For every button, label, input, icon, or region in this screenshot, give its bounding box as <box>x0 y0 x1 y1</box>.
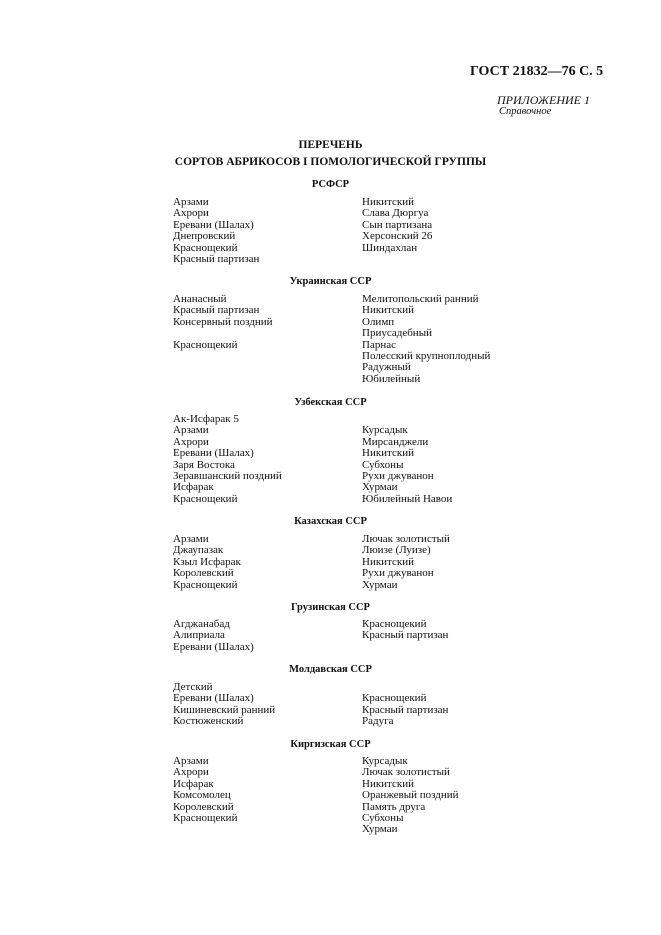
list-item: Зеравшанский поздний <box>173 469 282 482</box>
list-item: Краснощекий <box>173 338 238 351</box>
section-left-column <box>173 414 282 505</box>
list-item: Краснощекий <box>173 811 238 824</box>
list-item: Комсомолец <box>173 789 231 802</box>
list-item: Шиндахлан <box>362 241 418 254</box>
list-item <box>173 328 272 339</box>
section-right-column <box>362 756 459 836</box>
list-item: Ахрори <box>173 207 209 220</box>
list-item: Мирсанджели <box>362 435 429 448</box>
list-item: Курсадык <box>362 424 408 437</box>
list-item: Полесский крупноплодный <box>362 349 491 362</box>
list-item: Еревани (Шалах) <box>173 692 254 705</box>
list-item: Никитский <box>362 555 415 568</box>
appendix-label: ПРИЛОЖЕНИЕ 1 <box>497 93 590 107</box>
list-item: Олимп <box>362 315 395 328</box>
section-heading: Узбекская ССР <box>294 397 367 408</box>
section-left-column <box>173 294 272 351</box>
list-item: Кишиневский ранний <box>173 703 276 716</box>
list-item: Днепровский <box>173 230 236 243</box>
list-item: Радуга <box>362 715 394 728</box>
list-item: Никитский <box>362 196 415 208</box>
section-right-column <box>362 682 448 728</box>
list-item: Королевский <box>173 800 234 813</box>
list-item: Хурмаи <box>362 578 398 591</box>
section-right-column <box>362 197 432 254</box>
section-heading: Молдавская ССР <box>289 664 372 675</box>
list-item: Арзами <box>173 196 209 208</box>
list-item: Еревани (Шалах) <box>173 447 254 460</box>
list-item: Хурмаи <box>362 823 398 836</box>
list-item: Красный партизан <box>173 252 260 265</box>
section-left-column <box>173 619 254 653</box>
list-item: Ак-Исфарак 5 <box>173 413 239 425</box>
list-item: Краснощекий <box>173 578 238 591</box>
list-item: Рухи джуванон <box>362 469 434 482</box>
list-item: Оранжевый поздний <box>362 789 459 802</box>
list-item: Память друга <box>362 800 426 813</box>
list-item: Парнас <box>362 338 396 351</box>
list-item: Красный партизан <box>362 703 449 716</box>
list-item: Королевский <box>173 567 234 580</box>
list-item: Юбилейный Навои <box>362 492 453 505</box>
list-item: Субхоны <box>362 458 404 471</box>
list-item: Еревани (Шалах) <box>173 218 254 231</box>
list-item: Ахрори <box>173 435 209 448</box>
list-item: Красный партизан <box>173 304 260 317</box>
section-heading: Грузинская ССР <box>291 602 370 613</box>
list-item: Радужный <box>362 361 411 374</box>
page-subtitle: СОРТОВ АБРИКОСОВ I ПОМОЛОГИЧЕСКОЙ ГРУППЫ <box>174 156 487 168</box>
section-left-column <box>173 534 241 591</box>
list-item: Детский <box>173 681 213 693</box>
list-item: Рухи джуванон <box>362 567 434 580</box>
list-item: Исфарак <box>173 481 214 494</box>
list-item: Консервный поздний <box>173 315 273 328</box>
standard-header: ГОСТ 21832—76 С. 5 <box>470 64 604 79</box>
list-item: Исфарак <box>173 777 214 790</box>
section-heading: Киргизская ССР <box>290 739 371 750</box>
section-heading: Казахская ССР <box>294 516 367 527</box>
list-item: Арзами <box>173 424 209 437</box>
section-right-column <box>362 414 452 505</box>
list-item: Никитский <box>362 447 415 460</box>
list-item: Красный партизан <box>362 629 449 642</box>
list-item: Субхоны <box>362 811 404 824</box>
list-item: Краснощекий <box>173 241 238 254</box>
list-item: Лючак золотистый <box>362 766 450 779</box>
list-item: Никитский <box>362 304 415 317</box>
section-right-column <box>362 534 450 591</box>
section-left-column <box>173 682 275 728</box>
list-item: Хурмаи <box>362 481 398 494</box>
list-item: Арзами <box>173 533 209 545</box>
list-item: Краснощекий <box>173 492 238 505</box>
list-item: Лючак золотистый <box>362 533 450 545</box>
list-item: Краснощекий <box>362 692 427 705</box>
list-item: Приусадебный <box>362 327 432 340</box>
list-item: Алиприала <box>173 629 225 642</box>
appendix-note: Справочное <box>499 106 552 117</box>
list-item: Кзыл Исфарак <box>173 555 241 568</box>
section-right-column <box>362 619 448 642</box>
list-item: Джаупазак <box>173 544 224 557</box>
page-title: ПЕРЕЧЕНЬ <box>298 139 363 151</box>
list-item: Мелитопольский ранний <box>362 293 479 305</box>
section-left-column <box>173 197 259 265</box>
list-item: Слава Дюргуа <box>362 207 429 220</box>
list-item: Херсонский 26 <box>362 230 433 243</box>
list-item: Агджанабад <box>173 618 230 630</box>
list-item: Ахрори <box>173 766 209 779</box>
section-left-column <box>173 756 237 824</box>
section-right-column <box>362 294 490 385</box>
list-item: Костюженский <box>173 715 244 728</box>
list-item: Никитский <box>362 777 415 790</box>
list-item: Курсадык <box>362 755 408 767</box>
section-heading: Украинская ССР <box>289 276 372 287</box>
list-item: Ананасный <box>173 293 227 305</box>
list-item: Люизе (Луизе) <box>362 544 431 557</box>
list-item: Заря Востока <box>173 458 235 471</box>
section-heading: РСФСР <box>311 179 350 190</box>
list-item: Еревани (Шалах) <box>173 640 254 653</box>
list-item: Краснощекий <box>362 618 427 630</box>
list-item: Сын партизана <box>362 218 433 231</box>
list-item: Юбилейный <box>362 372 421 385</box>
list-item: Арзами <box>173 755 209 767</box>
